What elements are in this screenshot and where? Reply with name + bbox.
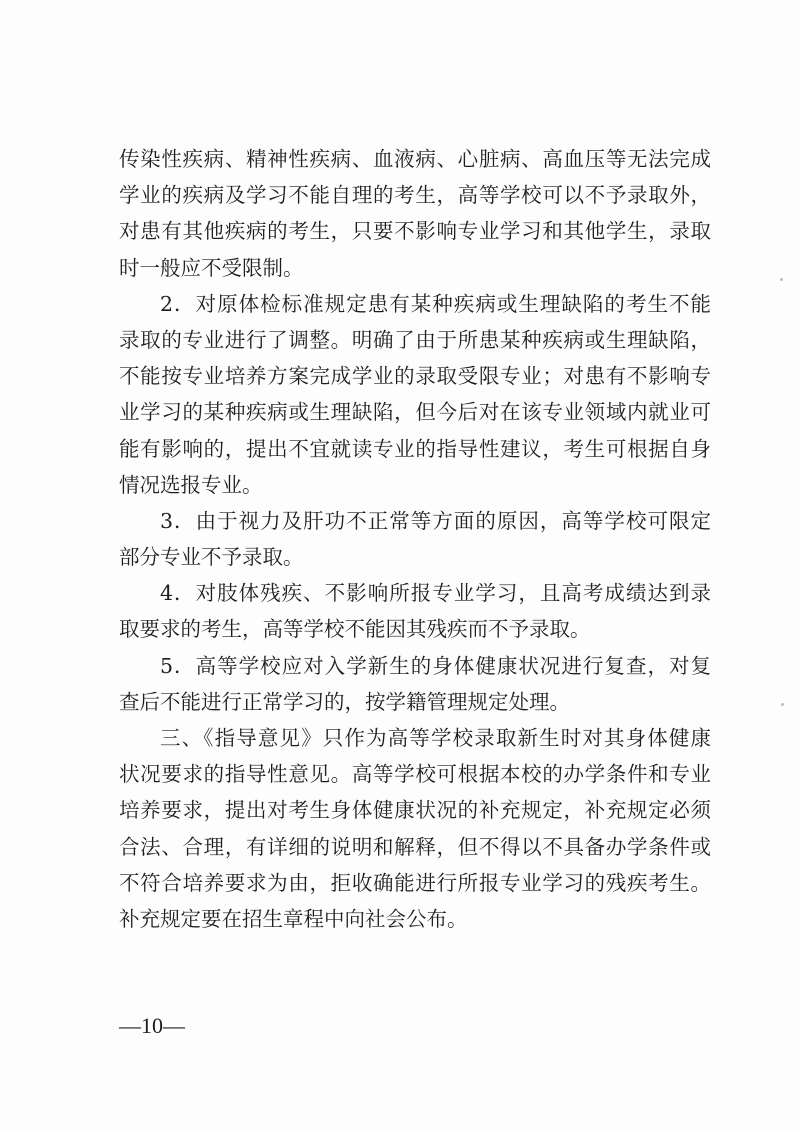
text-line: 能有影响的，提出不宜就读专业的指导性建议，考生可根据自身: [119, 436, 711, 461]
text-line: 录取的专业进行了调整。明确了由于所患某种疾病或生理缺陷，: [119, 327, 711, 352]
text-line: 不能按专业培养方案完成学业的录取受限专业；对患有不影响专: [119, 364, 711, 389]
text-line: 情况选报专业。: [119, 472, 263, 497]
text-line: 5．高等学校应对入学新生的身体健康状况进行复查，对复: [160, 653, 711, 678]
text-line: 三、《指导意见》只作为高等学校录取新生时对其身体健康: [160, 726, 711, 750]
text-line: 培养要求，提出对考生身体健康状况的补充规定，补充规定必须: [119, 798, 711, 823]
text-line: 3．由于视力及肝功不正常等方面的原因，高等学校可限定: [160, 508, 711, 533]
scan-speck: [780, 278, 783, 281]
page-number: —10—: [119, 1013, 185, 1038]
text-line: 2．对原体检标准规定患有某种疾病或生理缺陷的考生不能: [160, 291, 711, 316]
text-line: 合法、合理，有详细的说明和解释，但不得以不具备办学条件或: [119, 834, 711, 859]
scan-speck: [781, 703, 784, 706]
text-line: 状况要求的指导性意见。高等学校可根据本校的办学条件和专业: [119, 762, 711, 787]
text-line: 时一般应不受限制。: [119, 255, 304, 280]
text-line: 查后不能进行正常学习的，按学籍管理规定处理。: [119, 689, 570, 714]
text-line: 传染性疾病、精神性疾病、血液病、心脏病、高血压等无法完成: [119, 147, 711, 171]
text-line: 业学习的某种疾病或生理缺陷，但今后对在该专业领域内就业可: [119, 400, 711, 425]
text-line: 不符合培养要求为由，拒收确能进行所报专业学习的残疾考生。: [119, 870, 711, 895]
text-line: 4．对肢体残疾、不影响所报专业学习，且高考成绩达到录: [160, 581, 711, 606]
text-line: 部分专业不予录取。: [119, 545, 304, 570]
text-line: 学业的疾病及学习不能自理的考生，高等学校可以不予录取外，: [119, 183, 711, 208]
body-text: [119, 141, 711, 937]
text-line: 补充规定要在招生章程中向社会公布。: [119, 906, 468, 931]
text-line: 对患有其他疾病的考生，只要不影响专业学习和其他学生，录取: [119, 219, 711, 244]
text-line: 取要求的考生，高等学校不能因其残疾而不予录取。: [119, 617, 591, 642]
